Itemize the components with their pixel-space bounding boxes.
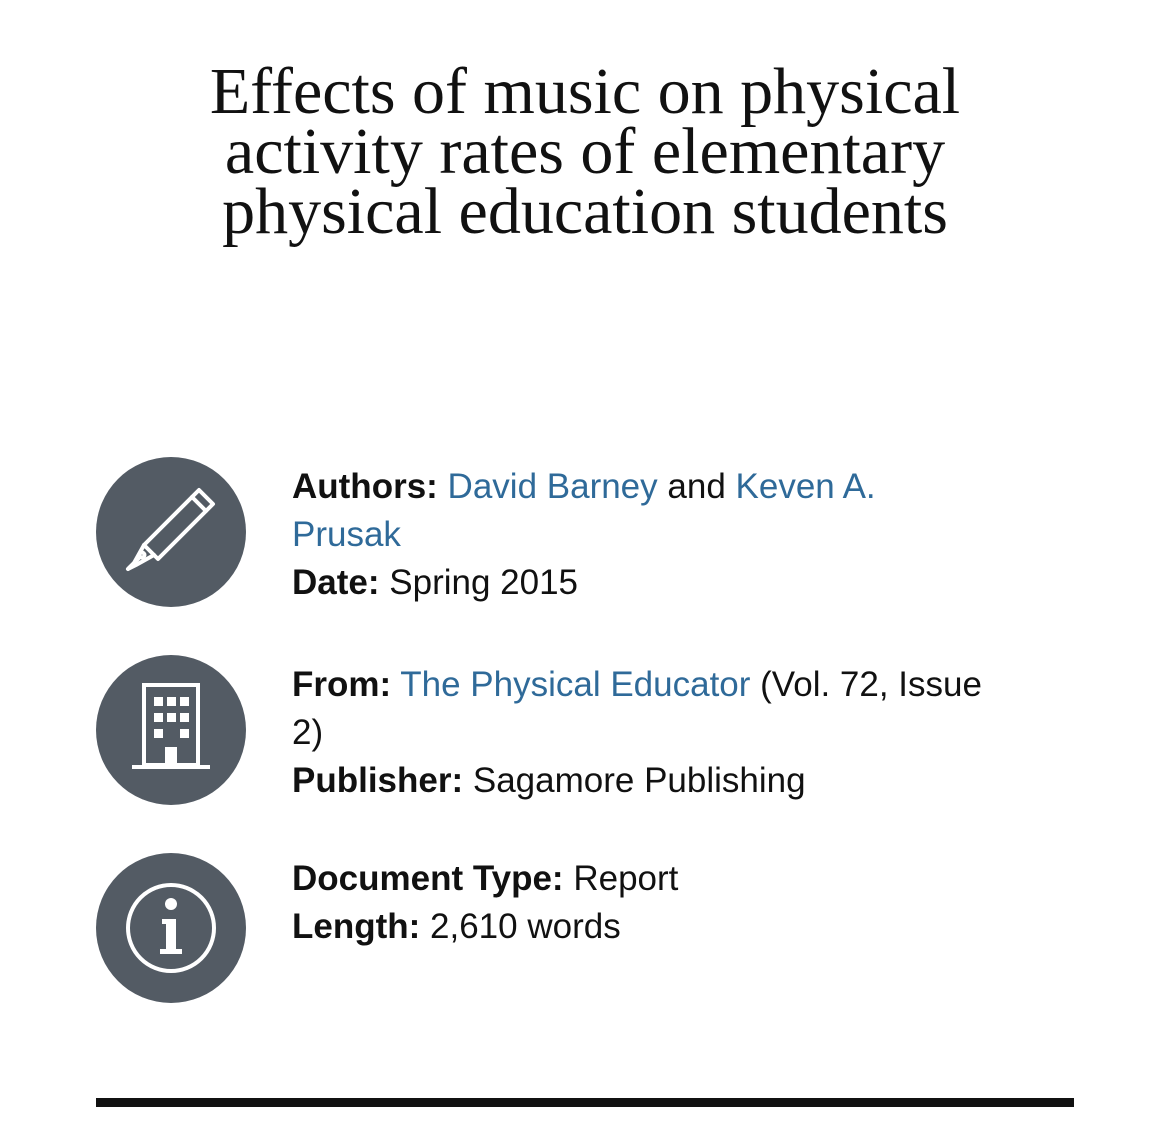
authors-conjunction: and [667,467,726,506]
publisher-value: Sagamore Publishing [472,761,806,800]
length-label: Length: [292,907,421,946]
title-line-2: activity rates of elementary [224,115,946,188]
author-link-david-barney[interactable]: David Barney [447,467,658,506]
length-value: 2,610 words [430,907,621,946]
building-icon [96,655,246,805]
date-value: Spring 2015 [389,563,579,602]
author-link-keven-prusak[interactable]: Keven A. [735,467,876,506]
document-title [60,55,1110,248]
pen-icon [96,457,246,607]
volume-info-continued: 2) [292,713,324,752]
volume-info: (Vol. 72, Issue [760,665,982,704]
date-label: Date: [292,563,380,602]
journal-link[interactable]: The Physical Educator [400,665,751,704]
document-meta [292,855,1092,951]
publisher-label: Publisher: [292,761,464,800]
document-type-label: Document Type: [292,859,564,898]
document-type-value: Report [573,859,679,898]
bottom-divider [96,1098,1074,1107]
title-line-3: physical education students [222,175,948,248]
title-line-1: Effects of music on physical [209,55,961,128]
source-meta [292,661,1092,805]
authors-meta [292,463,1092,607]
author-link-keven-prusak-continued[interactable]: Prusak [292,515,401,554]
authors-label: Authors: [292,467,438,506]
info-icon [96,853,246,1003]
from-label: From: [292,665,392,704]
